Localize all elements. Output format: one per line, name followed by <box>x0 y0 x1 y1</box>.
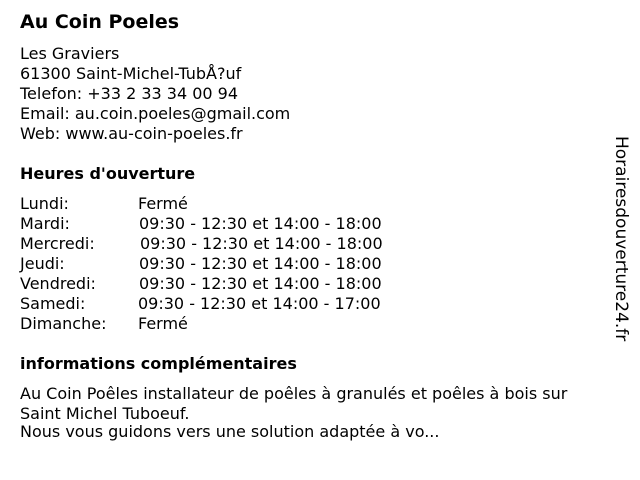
hours-heading: Heures d'ouverture <box>20 164 196 183</box>
hours-day-monday: Lundi: <box>20 194 69 213</box>
hours-time-friday: 09:30 - 12:30 et 14:00 - 18:00 <box>139 274 382 293</box>
hours-day-sunday: Dimanche: <box>20 314 107 333</box>
hours-time-saturday: 09:30 - 12:30 et 14:00 - 17:00 <box>138 294 381 313</box>
hours-time-thursday: 09:30 - 12:30 et 14:00 - 18:00 <box>139 254 382 273</box>
hours-day-wednesday: Mercredi: <box>20 234 95 253</box>
hours-time-sunday: Fermé <box>138 314 188 333</box>
phone-line: Telefon: +33 2 33 34 00 94 <box>20 84 239 103</box>
hours-day-saturday: Samedi: <box>20 294 86 313</box>
info-text-line-3: Nous vous guidons vers une solution adaptée à vo... <box>20 422 440 441</box>
site-watermark: Horairesdouverture24.fr <box>611 136 631 342</box>
address-street: Les Graviers <box>20 44 120 63</box>
hours-day-thursday: Jeudi: <box>20 254 65 273</box>
hours-time-wednesday: 09:30 - 12:30 et 14:00 - 18:00 <box>140 234 383 253</box>
hours-time-tuesday: 09:30 - 12:30 et 14:00 - 18:00 <box>139 214 382 233</box>
email-line: Email: au.coin.poeles@gmail.com <box>20 104 291 123</box>
hours-day-friday: Vendredi: <box>20 274 96 293</box>
hours-time-monday: Fermé <box>138 194 188 213</box>
hours-day-tuesday: Mardi: <box>20 214 70 233</box>
address-city: 61300 Saint-Michel-TubÅ?uf <box>20 64 242 83</box>
web-line: Web: www.au-coin-poeles.fr <box>20 124 243 143</box>
info-heading: informations complémentaires <box>20 354 297 373</box>
info-text-line-2: Saint Michel Tuboeuf. <box>20 404 190 423</box>
info-text-line-1: Au Coin Poêles installateur de poêles à granulés et poêles à bois sur <box>20 384 568 403</box>
business-name: Au Coin Poeles <box>20 11 180 33</box>
